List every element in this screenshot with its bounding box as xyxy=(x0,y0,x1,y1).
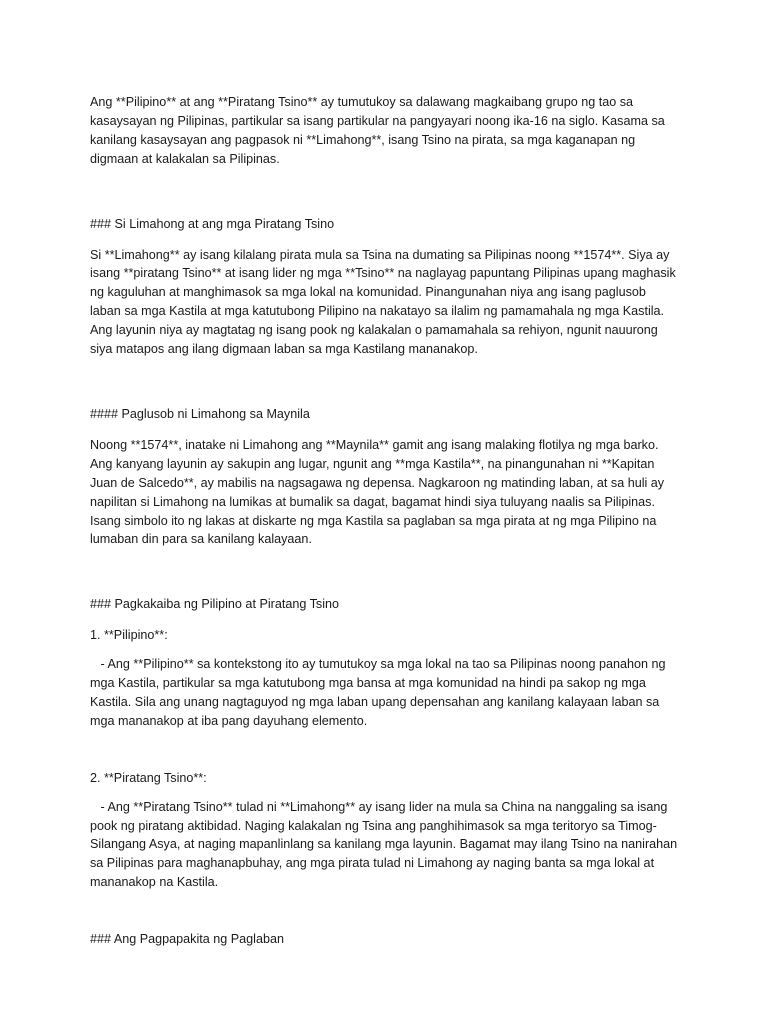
spacer xyxy=(90,910,680,930)
list-item-piratang-tsino-label: 2. **Piratang Tsino**: xyxy=(90,770,207,785)
paragraph-paglusob: Noong **1574**, inatake ni Limahong ang **Maynila** gamit ang isang malaking flotilya ng mga barko. Ang kanyang layunin ay sakupin ang lugar, ngunit ang **mga Kastila**, na pinangunahan ni **Kapitan Juan de Salcedo**, ay mabilis na nagsagawa ng depensa. Nagkaroon ng matinding laban, at sa huli ay napilitan si Limahong na lumikas at bumalik sa dagat, bagamat hindi siya tuluyang naalis sa Pilipinas. Isang simbolo ito ng lakas at diskarte ng mga Kastila sa paglaban sa mga pirata at ng mga Pilipino na lumaban din para sa kanilang kalayaan. xyxy=(90,437,665,547)
spacer xyxy=(90,195,680,215)
heading-limahong: ### Si Limahong at ang mga Piratang Tsino xyxy=(90,216,335,231)
list-item-pilipino-label: 1. **Pilipino**: xyxy=(90,628,168,643)
spacer xyxy=(90,575,680,595)
list-item-piratang-tsino-text: - Ang **Piratang Tsino** tulad ni **Limahong** ay isang lider na mula sa China na nanggaling sa isang pook ng piratang aktibidad. Naging kalakalan ng Tsina ang panghihimasok sa mga teritoryo sa Timog-Silangang Asya, at naging mapanlinlang sa kanilang mga layunin. Bagamat may ilang Tsino na nanirahan sa Pilipinas para maghanapbuhay, ang mga pirata tulad ni Limahong ay naging banta sa mga lokal at mananakop na Kastila. xyxy=(90,799,681,890)
spacer xyxy=(90,385,680,405)
spacer xyxy=(90,749,680,769)
heading-pagkakaiba: ### Pagkakaiba ng Pilipino at Piratang Tsino xyxy=(90,597,340,612)
heading-pagpapakita: ### Ang Pagpapakita ng Paglaban xyxy=(90,932,284,947)
intro-paragraph: Ang **Pilipino** at ang **Piratang Tsino** ay tumutukoy sa dalawang magkaibang grupo ng tao sa kasaysayan ng Pilipinas, partikular sa isang partikular na pangyayari noong ika-16 na siglo. Kasama sa kanilang kasaysayan ang pagpasok ni **Limahong**, isang Tsino na pirata, sa mga kaganapan ng digmaan at kalakalan sa Pilipinas. xyxy=(90,95,665,166)
heading-paglusob: #### Paglusob ni Limahong sa Maynila xyxy=(90,406,310,421)
paragraph-limahong: Si **Limahong** ay isang kilalang pirata mula sa Tsina na dumating sa Pilipinas noong **1574**. Siya ay isang **piratang Tsino** at isang lider ng mga **Tsino** na naglayag papuntang Pilipinas upang maghasik ng kaguluhan at manghimasok sa mga lokal na komunidad. Pinangunahan niya ang isang paglusob laban sa mga Kastila at mga katutubong Pilipino na nakatayo sa ilalim ng pamamahala ng mga Kastila. Ang layunin niya ay magtatag ng isang pook ng kalakalan o pamamahala sa rehiyon, ngunit nauurong siya matapos ang ilang digmaan laban sa mga Kastilang mananakop. xyxy=(90,247,676,357)
document-page xyxy=(90,93,680,961)
list-item-pilipino-text: - Ang **Pilipino** sa kontekstong ito ay tumutukoy sa mga lokal na tao sa Pilipinas noong panahon ng mga Kastila, partikular sa mga katutubong mga bansa at mga komunidad na hindi pa sakop ng mga Kastila. Sila ang unang nagtaguyod ng mga laban upang depensahan ang kanilang kalayaan laban sa mga mananakop at iba pang dayuhang elemento. xyxy=(90,657,669,728)
